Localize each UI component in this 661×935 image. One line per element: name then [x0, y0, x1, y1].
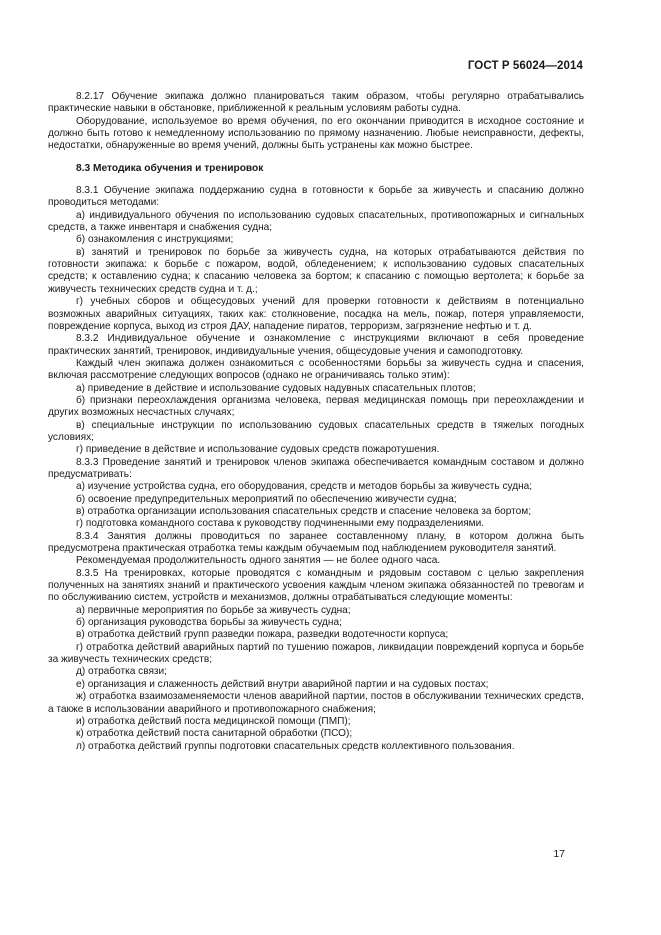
- paragraph: Рекомендуемая продолжительность одного занятия — не более одного часа.: [76, 555, 441, 567]
- list-item: г) учебных сборов и общесудовых учений для проверки готовности к действиям в потенциально возможных аварийных ситуациях, таких как: столкновение, посадка на мель, пожар, потеря управляемости, повреждение корпуса, выход из строя ДАУ, нападение пиратов, терроризм, загрязнение нефтью и т. д.: [48, 296, 584, 332]
- paragraph: 8.2.17 Обучение экипажа должно планироваться таким образом, чтобы регулярно отрабатывались практические навыки в обстановке, приближенной к реальным условиям работы судна.: [48, 91, 584, 115]
- paragraph: 8.3.4 Занятия должны проводиться по заранее составленному плану, в котором должна быть предусмотрена практическая отработка темы каждым обучаемым под наблюдением руководителя занятий.: [48, 530, 584, 555]
- section-title: 8.3 Методика обучения и тренировок: [76, 162, 264, 174]
- paragraph: 8.3.5 На тренировках, которые проводятся с командным и рядовым составом с целью закрепления полученных на занятиях знаний и практического усвоения каждым членом экипажа обязанностей по тревогам и по обслуживанию систем, устройств и механизмов, должны отрабатываться следующие моменты:: [48, 567, 584, 604]
- list-item: г) отработка действий аварийных партий по тушению пожаров, ликвидации повреждений корпуса и борьбе за живучесть технических средств;: [48, 641, 584, 666]
- paragraph: 8.3.1 Обучение экипажа поддержанию судна в готовности к борьбе за живучесть и спасанию должно проводиться методами:: [48, 185, 584, 209]
- list-item: а) приведение в действие и использование судовых надувных спасательных плотов;: [76, 382, 476, 394]
- list-item: в) занятий и тренировок по борьбе за живучесть судна, на которых отрабатываются действия по готовности экипажа: к борьбе с пожаром, водой, обледенением; к использованию судовых спасательных средств; к оставлению судна; к спасанию человека за бортом; к спасанию с помощью вертолета; к борьбе за живучесть технических средств судна и т. д.;: [48, 246, 584, 295]
- paragraph: Оборудование, используемое во время обучения, по его окончании приводится в исходное состояние и должно быть готово к немедленному использованию по прямому назначению. Любые неисправности, дефекты, недостатки, обнаруженные во время учений, должны быть устранены как можно быстрее.: [48, 115, 584, 152]
- page-number: 17: [553, 848, 565, 860]
- list-item: а) индивидуального обучения по использованию судовых спасательных, противопожарных и сигнальных средств, а также инвентаря и снабжения судна;: [48, 209, 584, 234]
- list-item: в) отработка действий групп разведки пожара, разведки водотечности корпуса;: [76, 629, 449, 641]
- document-body: [48, 91, 584, 753]
- list-item: г) приведение в действие и использование судовых средств пожаротушения.: [76, 444, 440, 456]
- standard-number: ГОСТ Р 56024—2014: [467, 60, 583, 72]
- list-item: л) отработка действий группы подготовки спасательных средств коллективного пользования.: [76, 740, 515, 752]
- list-item: ж) отработка взаимозаменяемости членов аварийной партии, постов в обслуживании технических средств, а также в использовании аварийного и противопожарного снабжения;: [48, 691, 584, 715]
- list-item: к) отработка действий поста санитарной обработки (ПСО);: [76, 728, 353, 740]
- list-item: д) отработка связи;: [76, 666, 167, 678]
- list-item: б) ознакомления с инструкциями;: [76, 234, 234, 246]
- list-item: б) освоение предупредительных мероприятий по обеспечению живучести судна;: [76, 493, 457, 505]
- list-item: е) организация и слаженность действий внутри аварийной партии и на судовых постах;: [76, 678, 489, 690]
- paragraph: 8.3.2 Индивидуальное обучение и ознакомление с инструкциями включают в себя проведение практических занятий, тренировок, индивидуальные учения, общесудовые учения и самоподготовку.: [48, 333, 584, 357]
- list-item: в) специальные инструкции по использованию судовых спасательных средств в тяжелых погодных условиях;: [48, 419, 584, 443]
- list-item: б) признаки переохлаждения организма человека, первая медицинская помощь при переохлаждении и других возможных несчастных случаях;: [48, 394, 584, 419]
- list-item: а) первичные мероприятия по борьбе за живучесть судна;: [76, 604, 351, 616]
- list-item: г) подготовка командного состава к руководству подчиненными ему подразделениями.: [76, 518, 485, 530]
- list-item: б) организация руководства борьбы за живучесть судна;: [76, 617, 342, 629]
- paragraph: Каждый член экипажа должен ознакомиться с особенностями борьбы за живучесть судна и спасения, включая рассмотрение следующих вопросов (однако не ограничиваясь только этим):: [48, 357, 584, 382]
- list-item: а) изучение устройства судна, его оборудования, средств и методов борьбы за живучесть судна;: [76, 481, 533, 493]
- paragraph: 8.3.3 Проведение занятий и тренировок членов экипажа обеспечивается командным составом и должно предусматривать:: [48, 456, 584, 480]
- list-item: в) отработка организации использования спасательных средств и спасение человека за бортом;: [76, 506, 531, 517]
- list-item: и) отработка действий поста медицинской помощи (ПМП);: [76, 715, 351, 727]
